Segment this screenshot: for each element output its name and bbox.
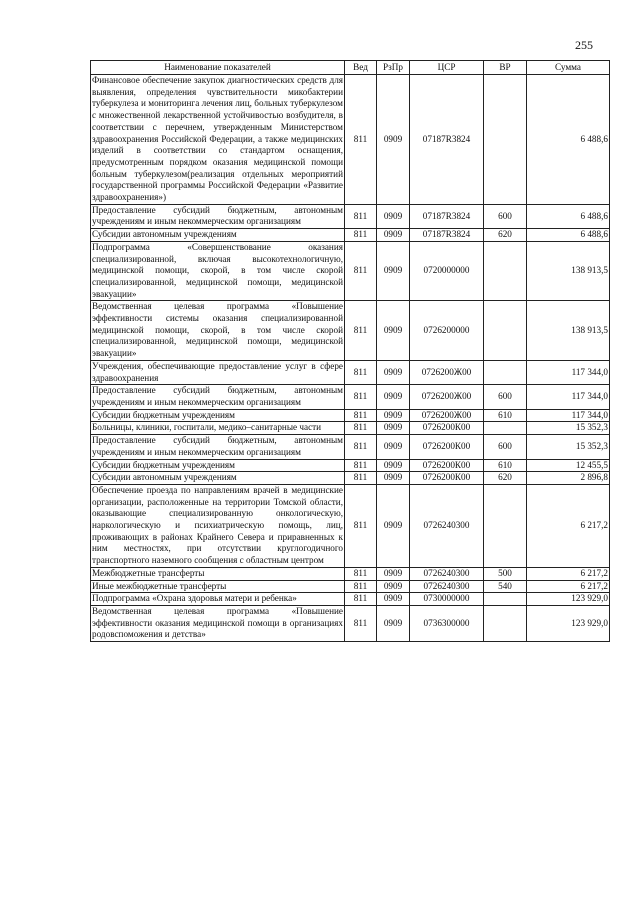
- sum-cell: 138 913,5: [527, 301, 610, 361]
- csr-cell: 0726200Ж00: [410, 360, 484, 384]
- csr-cell: 0730000000: [410, 593, 484, 606]
- vr-cell: [484, 605, 527, 641]
- table-row: [91, 435, 610, 459]
- csr-cell: 0726200Ж00: [410, 409, 484, 422]
- rzpr-cell: 0909: [377, 593, 410, 606]
- rzpr-cell: 0909: [377, 580, 410, 593]
- table-row: [91, 605, 610, 641]
- vr-cell: [484, 422, 527, 435]
- indicator-name-cell: Субсидии автономным учреждениям: [91, 229, 345, 242]
- rzpr-cell: 0909: [377, 204, 410, 228]
- sum-cell: 6 488,6: [527, 204, 610, 228]
- indicator-name-cell: Предоставление субсидий бюджетным, автономным учреждениям и иным некоммерческим организациям: [91, 435, 345, 459]
- rzpr-cell: 0909: [377, 241, 410, 301]
- vr-cell: 610: [484, 409, 527, 422]
- table-row: [91, 241, 610, 301]
- sum-cell: 6 217,2: [527, 580, 610, 593]
- rzpr-cell: 0909: [377, 301, 410, 361]
- indicator-name-cell: Учреждения, обеспечивающие предоставление услуг в сфере здравоохранения: [91, 360, 345, 384]
- table-row: [91, 422, 610, 435]
- table-row: [91, 229, 610, 242]
- sum-cell: 15 352,3: [527, 435, 610, 459]
- ved-cell: 811: [345, 360, 377, 384]
- column-header: ЦСР: [410, 61, 484, 75]
- indicator-name-cell: Субсидии бюджетным учреждениям: [91, 459, 345, 472]
- table-row: [91, 593, 610, 606]
- indicator-name-cell: Обеспечение проезда по направлениям врачей в медицинские организации, расположенные на территории Томской области, оказывающие специализированную онкологическую, наркологическую и психиатрическую помощь, лиц, проживающих в районах Крайнего Севера и приравненных к ним местностях, при отсутствии круглогодичного транспортного наземного сообщения с областным центром: [91, 484, 345, 567]
- vr-cell: 600: [484, 435, 527, 459]
- indicator-name-cell: Ведомственная целевая программа «Повышение эффективности оказания медицинской помощи в организациях родовспоможения и детства»: [91, 605, 345, 641]
- indicator-name-cell: Межбюджетные трансферты: [91, 567, 345, 580]
- ved-cell: 811: [345, 229, 377, 242]
- csr-cell: 0726200000: [410, 301, 484, 361]
- vr-cell: 600: [484, 385, 527, 409]
- column-header: Наименование показателей: [91, 61, 345, 75]
- column-header: РзПр: [377, 61, 410, 75]
- table-row: [91, 360, 610, 384]
- table-row: [91, 301, 610, 361]
- csr-cell: 0726200К00: [410, 435, 484, 459]
- rzpr-cell: 0909: [377, 605, 410, 641]
- csr-cell: 0720000000: [410, 241, 484, 301]
- csr-cell: 0726200Ж00: [410, 385, 484, 409]
- ved-cell: 811: [345, 435, 377, 459]
- csr-cell: 0726240300: [410, 580, 484, 593]
- indicator-name-cell: Иные межбюджетные трансферты: [91, 580, 345, 593]
- ved-cell: 811: [345, 580, 377, 593]
- rzpr-cell: 0909: [377, 567, 410, 580]
- sum-cell: 123 929,0: [527, 605, 610, 641]
- page-number: 255: [575, 38, 593, 52]
- indicator-name-cell: Субсидии бюджетным учреждениям: [91, 409, 345, 422]
- ved-cell: 811: [345, 422, 377, 435]
- ved-cell: 811: [345, 385, 377, 409]
- vr-cell: 610: [484, 459, 527, 472]
- csr-cell: 0736300000: [410, 605, 484, 641]
- vr-cell: [484, 301, 527, 361]
- indicator-name-cell: Предоставление субсидий бюджетным, автономным учреждениям и иным некоммерческим организациям: [91, 204, 345, 228]
- sum-cell: 117 344,0: [527, 360, 610, 384]
- column-header: Сумма: [527, 61, 610, 75]
- rzpr-cell: 0909: [377, 472, 410, 485]
- vr-cell: 600: [484, 204, 527, 228]
- rzpr-cell: 0909: [377, 422, 410, 435]
- ved-cell: 811: [345, 301, 377, 361]
- csr-cell: 0726240300: [410, 484, 484, 567]
- table-row: [91, 472, 610, 485]
- ved-cell: 811: [345, 241, 377, 301]
- vr-cell: [484, 593, 527, 606]
- sum-cell: 117 344,0: [527, 385, 610, 409]
- table-row: [91, 75, 610, 205]
- rzpr-cell: 0909: [377, 75, 410, 205]
- sum-cell: 138 913,5: [527, 241, 610, 301]
- indicator-name-cell: Больницы, клиники, госпитали, медико–санитарные части: [91, 422, 345, 435]
- ved-cell: 811: [345, 75, 377, 205]
- indicator-name-cell: Ведомственная целевая программа «Повышение эффективности системы оказания специализированной медицинской помощи, скорой, в том числе скорой специализированной, медицинской помощи, медицинской эвакуации»: [91, 301, 345, 361]
- vr-cell: 620: [484, 229, 527, 242]
- ved-cell: 811: [345, 567, 377, 580]
- csr-cell: 07187R3824: [410, 229, 484, 242]
- table-row: [91, 204, 610, 228]
- csr-cell: 0726200К00: [410, 422, 484, 435]
- sum-cell: 12 455,5: [527, 459, 610, 472]
- ved-cell: 811: [345, 204, 377, 228]
- csr-cell: 07187R3824: [410, 75, 484, 205]
- ved-cell: 811: [345, 409, 377, 422]
- table-row: [91, 580, 610, 593]
- ved-cell: 811: [345, 472, 377, 485]
- rzpr-cell: 0909: [377, 435, 410, 459]
- ved-cell: 811: [345, 605, 377, 641]
- sum-cell: 6 488,6: [527, 229, 610, 242]
- sum-cell: 6 217,2: [527, 567, 610, 580]
- csr-cell: 0726200К00: [410, 459, 484, 472]
- indicator-name-cell: Субсидии автономным учреждениям: [91, 472, 345, 485]
- rzpr-cell: 0909: [377, 229, 410, 242]
- table-row: [91, 409, 610, 422]
- rzpr-cell: 0909: [377, 360, 410, 384]
- vr-cell: [484, 484, 527, 567]
- rzpr-cell: 0909: [377, 385, 410, 409]
- csr-cell: 07187R3824: [410, 204, 484, 228]
- ved-cell: 811: [345, 593, 377, 606]
- sum-cell: 123 929,0: [527, 593, 610, 606]
- table-row: [91, 567, 610, 580]
- vr-cell: 620: [484, 472, 527, 485]
- column-header: Вед: [345, 61, 377, 75]
- table-row: [91, 385, 610, 409]
- csr-cell: 0726240300: [410, 567, 484, 580]
- csr-cell: 0726200К00: [410, 472, 484, 485]
- sum-cell: 117 344,0: [527, 409, 610, 422]
- ved-cell: 811: [345, 484, 377, 567]
- vr-cell: [484, 241, 527, 301]
- indicator-name-cell: Подпрограмма «Совершенствование оказания специализированной, включая высокотехнологичную, медицинской помощи, скорой, в том числе скорой специализированной, медицинской помощи, медицинской эвакуации»: [91, 241, 345, 301]
- sum-cell: 2 896,8: [527, 472, 610, 485]
- sum-cell: 6 217,2: [527, 484, 610, 567]
- table-row: [91, 484, 610, 567]
- indicator-name-cell: Предоставление субсидий бюджетным, автономным учреждениям и иным некоммерческим организациям: [91, 385, 345, 409]
- sum-cell: 6 488,6: [527, 75, 610, 205]
- rzpr-cell: 0909: [377, 459, 410, 472]
- table-row: [91, 459, 610, 472]
- budget-table: [90, 60, 610, 642]
- vr-cell: [484, 75, 527, 205]
- ved-cell: 811: [345, 459, 377, 472]
- vr-cell: 500: [484, 567, 527, 580]
- indicator-name-cell: Подпрограмма «Охрана здоровья матери и ребенка»: [91, 593, 345, 606]
- indicator-name-cell: Финансовое обеспечение закупок диагностических средств для выявления, определения чувствительности микобактерии туберкулеза и мониторинга лечения лиц, больных туберкулезом с множественной лекарственной устойчивостью возбудителя, в соответствии с перечнем, утвержденным Министерством здравоохранения Российской Федерации, а также медицинских изделий в соответствии со стандартом оснащения, предусмотренным порядком оказания медицинской помощи больным туберкулезом(реализация отдельных мероприятий государственной программы Российской Федерации «Развитие здравоохранения»): [91, 75, 345, 205]
- table-header-row: [91, 61, 610, 75]
- column-header: ВР: [484, 61, 527, 75]
- vr-cell: [484, 360, 527, 384]
- rzpr-cell: 0909: [377, 484, 410, 567]
- sum-cell: 15 352,3: [527, 422, 610, 435]
- vr-cell: 540: [484, 580, 527, 593]
- rzpr-cell: 0909: [377, 409, 410, 422]
